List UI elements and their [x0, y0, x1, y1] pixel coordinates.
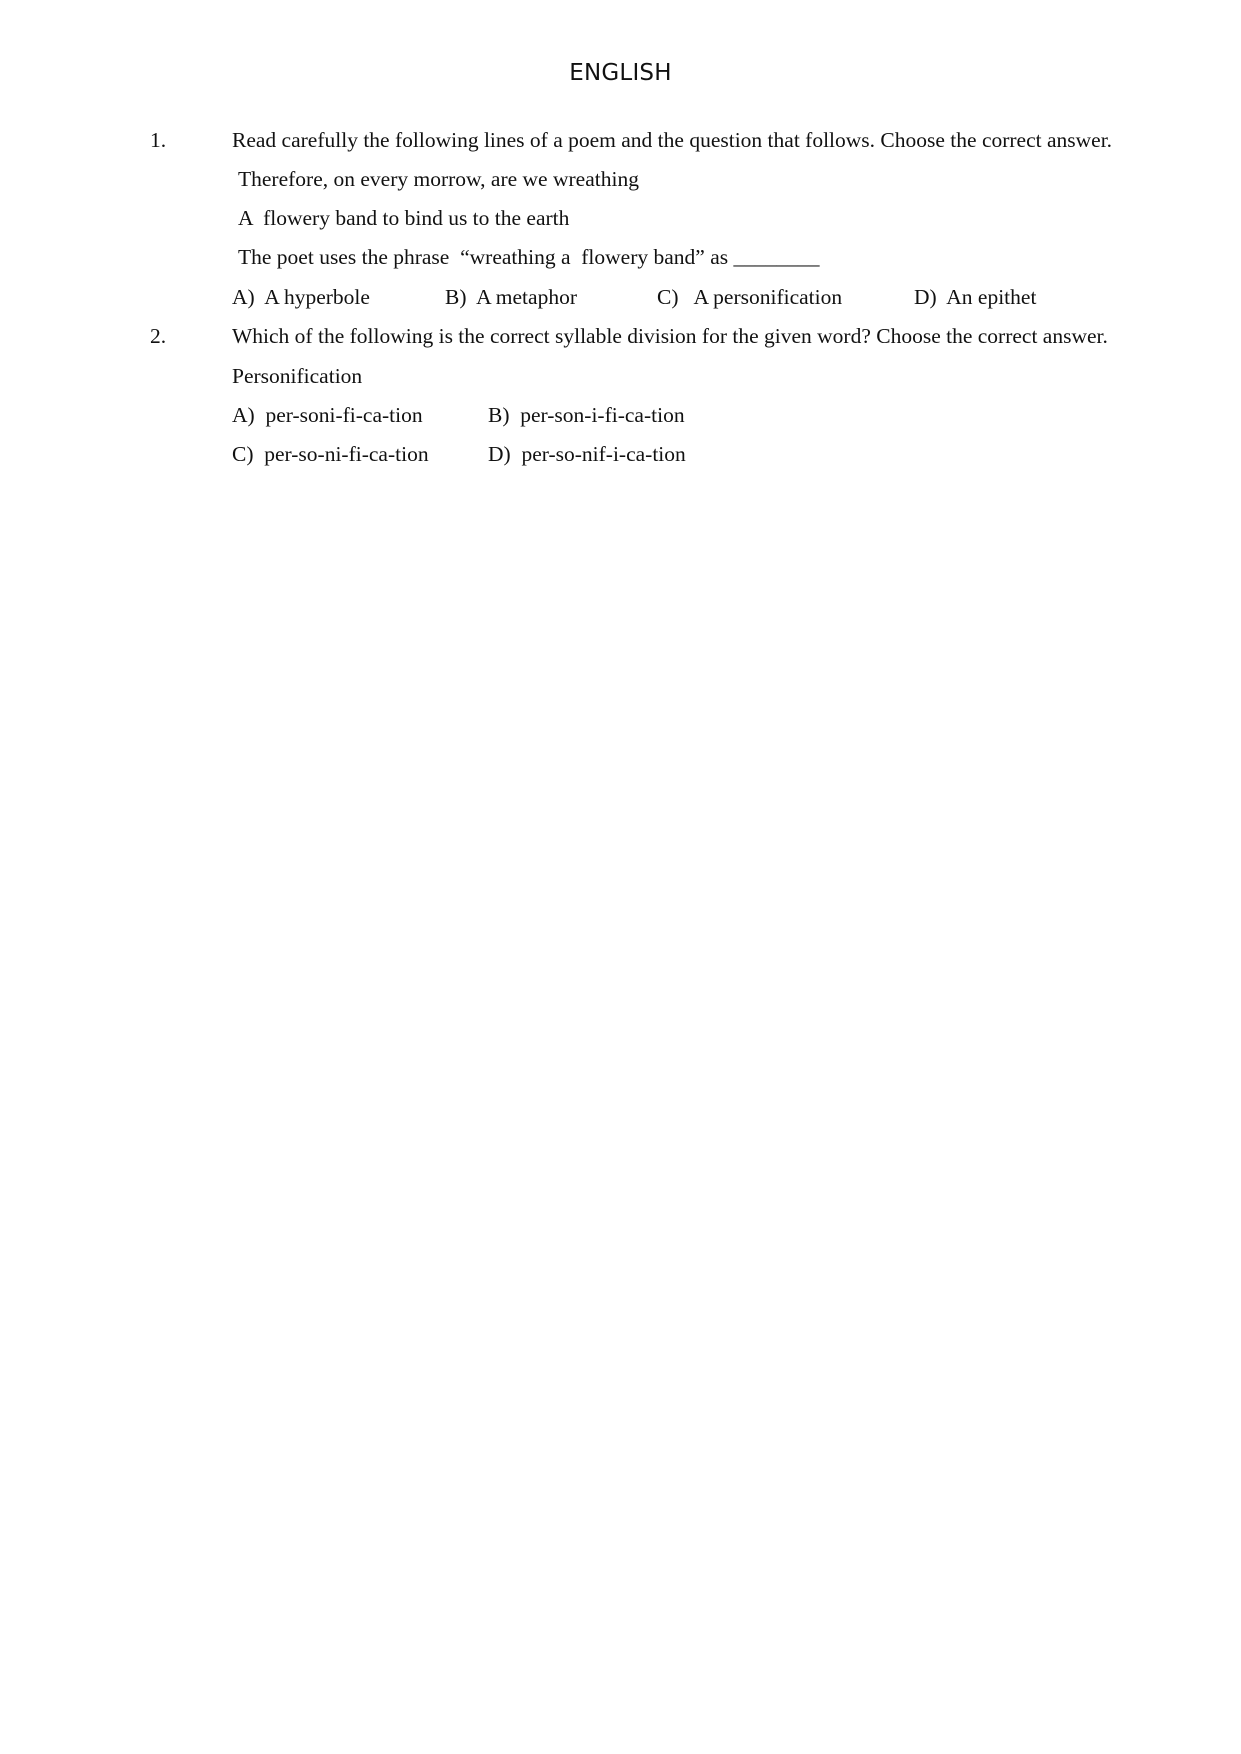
option-label: C)	[232, 442, 254, 466]
given-word: Personification	[232, 364, 363, 388]
option-b	[445, 284, 577, 310]
option-text: A personification	[693, 285, 843, 309]
option-text: per-so-ni-fi-ca-tion	[264, 442, 429, 466]
option-a	[232, 284, 370, 310]
question-prompt: Which of the following is the correct syllable division for the given word? Choose the correct answer.	[232, 324, 1108, 348]
option-label: D)	[914, 285, 937, 309]
option-label: A)	[232, 403, 255, 427]
option-c	[657, 284, 842, 310]
option-text: per-son-i-fi-ca-tion	[520, 403, 685, 427]
page-title: ENGLISH	[569, 60, 672, 86]
option-text: An epithet	[946, 285, 1037, 309]
option-text: A hyperbole	[264, 285, 370, 309]
option-c	[232, 441, 429, 467]
option-label: B)	[445, 285, 467, 309]
question-number: 2.	[150, 324, 167, 348]
option-text: per-so-nif-i-ca-tion	[521, 442, 686, 466]
option-d	[914, 284, 1036, 310]
option-label: B)	[488, 403, 510, 427]
option-label: A)	[232, 285, 255, 309]
option-label: C)	[657, 285, 679, 309]
question-number: 1.	[150, 128, 167, 152]
poem-line: A flowery band to bind us to the earth	[238, 206, 570, 230]
option-label: D)	[488, 442, 511, 466]
poem-line: Therefore, on every morrow, are we wreathing	[238, 167, 639, 191]
option-a	[232, 402, 423, 428]
option-text: per-soni-fi-ca-tion	[265, 403, 423, 427]
option-b	[488, 402, 685, 428]
question-stem: The poet uses the phrase “wreathing a flowery band” as ________	[238, 245, 820, 269]
option-d	[488, 441, 686, 467]
option-text: A metaphor	[476, 285, 577, 309]
question-prompt: Read carefully the following lines of a poem and the question that follows. Choose the correct answer.	[232, 128, 1113, 152]
